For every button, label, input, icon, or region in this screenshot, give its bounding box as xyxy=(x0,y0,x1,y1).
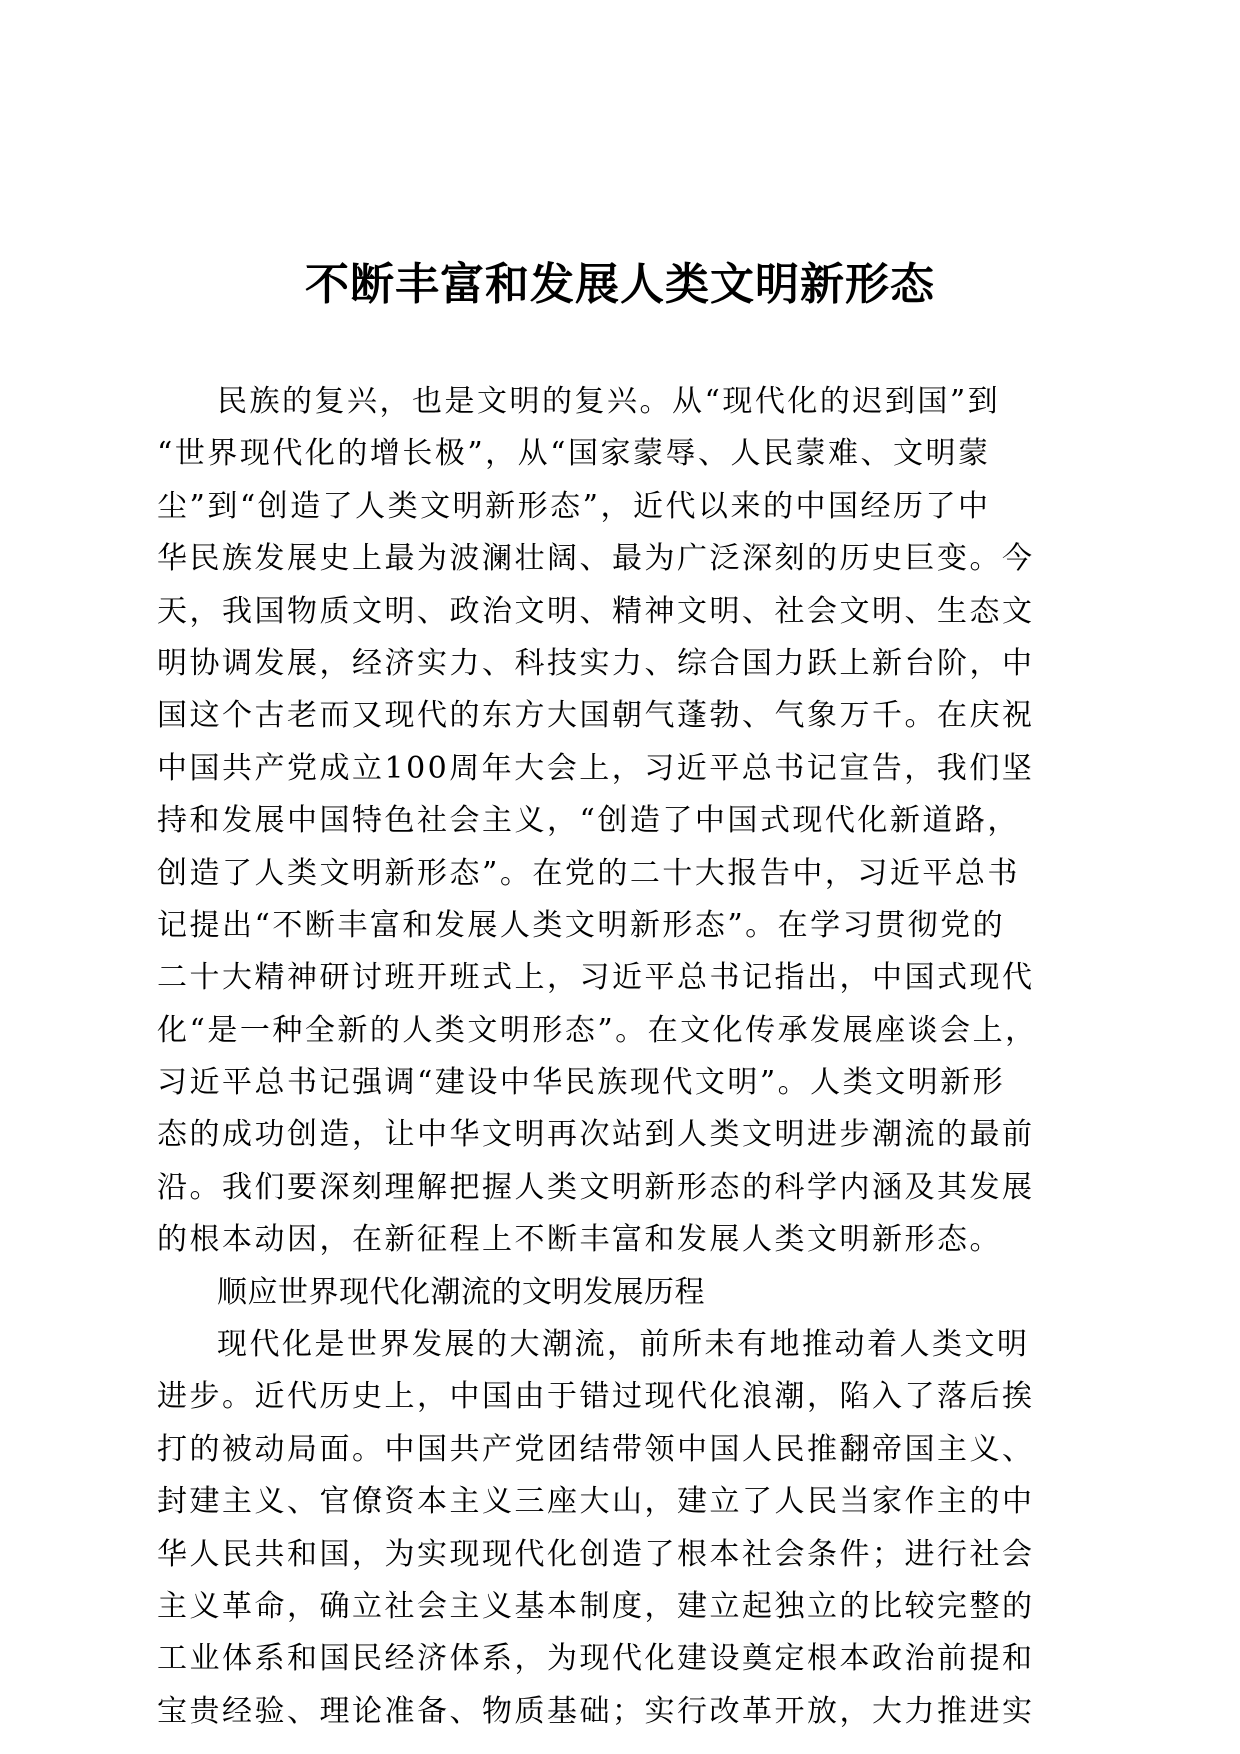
paragraph-line: 现代化是世界发展的大潮流，前所未有地推动着人类文明 xyxy=(217,1327,1030,1363)
paragraph-line: 主义革命，确立社会主义基本制度，建立起独立的比较完整的 xyxy=(157,1588,1035,1624)
paragraph-line: 进步。近代历史上，中国由于错过现代化浪潮，陷入了落后挨 xyxy=(157,1379,1035,1415)
paragraph-line: 创造了人类文明新形态”。在党的二十大报告中，习近平总书 xyxy=(157,855,1020,891)
paragraph-line: 国这个古老而又现代的东方大国朝气蓬勃、气象万千。在庆祝 xyxy=(157,698,1035,734)
paragraph-line: 的根本动因，在新征程上不断丰富和发展人类文明新形态。 xyxy=(157,1222,1002,1258)
paragraph-line: 化“是一种全新的人类文明形态”。在文化传承发展座谈会上， xyxy=(157,1012,1038,1048)
paragraph-line: 华民族发展史上最为波澜壮阔、最为广泛深刻的历史巨变。今 xyxy=(157,541,1035,577)
paragraph-line: 工业体系和国民经济体系，为现代化建设奠定根本政治前提和 xyxy=(157,1641,1035,1677)
paragraph-line: 天，我国物质文明、政治文明、精神文明、社会文明、生态文 xyxy=(157,593,1035,629)
document-title: 不断丰富和发展人类文明新形态 xyxy=(305,259,935,310)
paragraph-line: 打的被动局面。中国共产党团结带领中国人民推翻帝国主义、 xyxy=(157,1431,1035,1467)
paragraph-line: 沿。我们要深刻理解把握人类文明新形态的科学内涵及其发展 xyxy=(157,1169,1035,1205)
paragraph-line: 中国共产党成立100周年大会上，习近平总书记宣告，我们坚 xyxy=(157,750,1035,786)
paragraph-line: 华人民共和国，为实现现代化创造了根本社会条件；进行社会 xyxy=(157,1536,1035,1572)
paragraph-line: 态的成功创造，让中华文明再次站到人类文明进步潮流的最前 xyxy=(157,1117,1035,1153)
paragraph-line: 明协调发展，经济实力、科技实力、综合国力跃上新台阶，中 xyxy=(157,645,1035,681)
paragraph-line: 持和发展中国特色社会主义，“创造了中国式现代化新道路， xyxy=(157,803,1020,839)
paragraph-line: 二十大精神研讨班开班式上，习近平总书记指出，中国式现代 xyxy=(157,960,1035,996)
paragraph-line: 封建主义、官僚资本主义三座大山，建立了人民当家作主的中 xyxy=(157,1484,1035,1520)
paragraph-line: 民族的复兴，也是文明的复兴。从“现代化的迟到国”到 xyxy=(217,384,1001,419)
paragraph-line: 尘”到“创造了人类文明新形态”，近代以来的中国经历了中 xyxy=(157,488,991,524)
document-body xyxy=(157,376,1087,1738)
paragraph-line: “世界现代化的增长极”，从“国家蒙辱、人民蒙难、文明蒙 xyxy=(157,436,991,472)
paragraph-line: 宝贵经验、理论准备、物质基础；实行改革开放，大力推进实 xyxy=(157,1693,1035,1729)
section-heading: 顺应世界现代化潮流的文明发展历程 xyxy=(217,1274,705,1310)
paragraph-line: 习近平总书记强调“建设中华民族现代文明”。人类文明新形 xyxy=(157,1065,1006,1101)
paragraph-line: 记提出“不断丰富和发展人类文明新形态”。在学习贯彻党的 xyxy=(157,907,1006,943)
